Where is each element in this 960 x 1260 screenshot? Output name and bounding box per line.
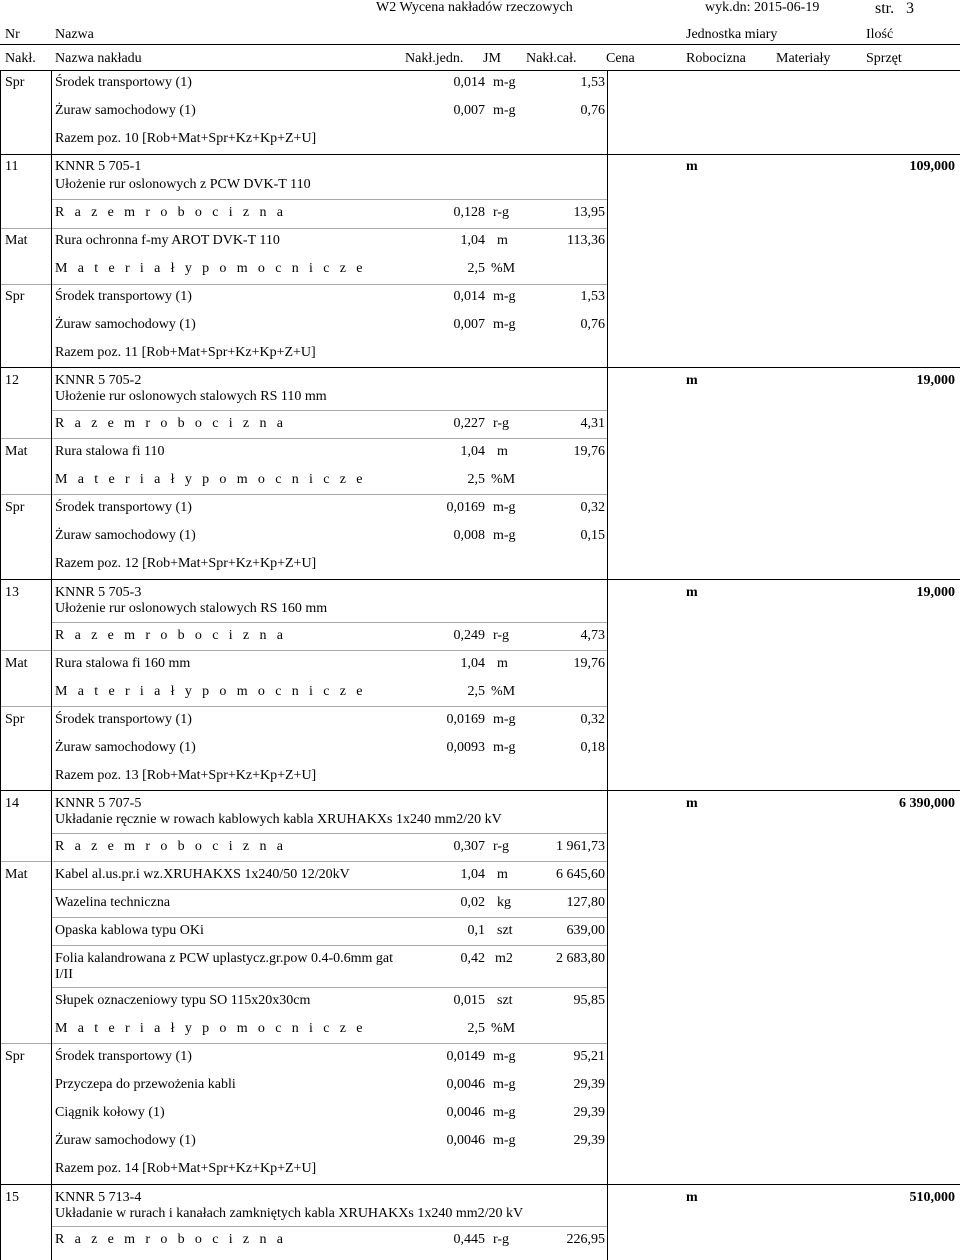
position-description: Ułożenie rur oslonowych z PCW DVK-T 110 (55, 177, 311, 192)
equipment-name: Żuraw samochodowy (1) (55, 1133, 196, 1148)
position-code: KNNR 5 705-3 (55, 585, 142, 600)
equipment-unit: m-g (493, 1133, 516, 1148)
labor-total: 226,95 (566, 1232, 605, 1247)
material-unit: m (497, 233, 508, 248)
aux-qty: 2,5 (467, 1021, 485, 1036)
material-qty: 0,015 (453, 993, 485, 1008)
equipment-name: Środek transportowy (1) (55, 289, 192, 304)
equipment-total: 29,39 (573, 1077, 605, 1092)
col-cena: Cena (606, 51, 635, 66)
page-label: str. (875, 0, 895, 17)
position-number: 12 (5, 373, 19, 388)
position-unit: m (686, 585, 698, 600)
position-quantity: 6 390,000 (899, 796, 955, 811)
row-type: Mat (5, 656, 28, 671)
row-divider (0, 1043, 607, 1044)
position-description: Układanie ręcznie w rowach kablowych kabla XRUHAKXs 1x240 mm2/20 kV (55, 812, 502, 827)
material-qty: 0,42 (460, 951, 485, 966)
material-total: 2 683,80 (556, 951, 605, 966)
aux-materials-label: M a t e r i a ł y p o m o c n i c z e (55, 472, 366, 487)
position-quantity: 19,000 (916, 585, 955, 600)
row-divider (52, 410, 607, 411)
equipment-qty: 0,007 (453, 317, 485, 332)
position-unit: m (686, 159, 698, 174)
equipment-name: Przyczepa do przewożenia kabli (55, 1077, 236, 1092)
row-divider (0, 706, 607, 707)
labor-total: 1 961,73 (556, 839, 605, 854)
page-number: 3 (906, 0, 914, 17)
material-name: Kabel al.us.pr.i wz.XRUHAKXS 1x240/50 12/20kV (55, 867, 350, 882)
labor-unit: r-g (493, 205, 510, 220)
material-unit: szt (497, 923, 513, 938)
position-separator (0, 1184, 960, 1185)
col-nakl: Nakł. (5, 51, 36, 66)
aux-unit: %M (491, 472, 516, 487)
position-summary: Razem poz. 13 [Rob+Mat+Spr+Kz+Kp+Z+U] (55, 768, 317, 783)
material-name: Wazelina techniczna (55, 895, 171, 910)
position-description: Układanie w rurach i kanałach zamkniętych kabla XRUHAKXs 1x240 mm2/20 kV (55, 1206, 524, 1221)
col-nazwa: Nazwa (55, 27, 94, 42)
aux-qty: 2,5 (467, 261, 485, 276)
row-divider (0, 494, 607, 495)
equipment-total: 0,15 (580, 528, 605, 543)
row-divider (52, 1226, 607, 1227)
equipment-qty: 0,0046 (446, 1105, 485, 1120)
equipment-total: 29,39 (573, 1133, 605, 1148)
creation-date: wyk.dn: 2015-06-19 (705, 0, 820, 15)
position-code: KNNR 5 707-5 (55, 796, 142, 811)
position-separator (0, 790, 960, 791)
equipment-unit: m-g (493, 712, 516, 727)
row-unit: m-g (493, 103, 516, 118)
equipment-name: Środek transportowy (1) (55, 500, 192, 515)
equipment-qty: 0,0149 (446, 1049, 485, 1064)
equipment-qty: 0,014 (453, 289, 485, 304)
material-total: 19,76 (573, 444, 605, 459)
labor-qty: 0,227 (453, 416, 485, 431)
labor-total: 13,95 (573, 205, 605, 220)
equipment-qty: 0,0046 (446, 1077, 485, 1092)
material-total: 19,76 (573, 656, 605, 671)
equipment-unit: m-g (493, 289, 516, 304)
type-column-rule (51, 70, 52, 1260)
equipment-unit: m-g (493, 317, 516, 332)
row-total: 1,53 (580, 75, 605, 90)
position-number: 11 (5, 159, 19, 174)
position-quantity: 19,000 (916, 373, 955, 388)
labor-qty: 0,249 (453, 628, 485, 643)
equipment-total: 0,32 (580, 712, 605, 727)
document-title: W2 Wycena nakładów rzeczowych (376, 0, 573, 15)
equipment-name: Ciągnik kołowy (1) (55, 1105, 165, 1120)
row-divider (52, 622, 607, 623)
position-separator (0, 367, 960, 368)
equipment-name: Żuraw samochodowy (1) (55, 740, 196, 755)
equipment-total: 29,39 (573, 1105, 605, 1120)
material-name: Rura stalowa fi 110 (55, 444, 165, 459)
row-type: Spr (5, 500, 25, 515)
position-description: Ułożenie rur oslonowych stalowych RS 160 mm (55, 601, 328, 616)
material-qty: 0,02 (460, 895, 485, 910)
material-name: Słupek oznaczeniowy typu SO 115x20x30cm (55, 993, 311, 1008)
col-sprzet: Sprzęt (866, 51, 902, 66)
labor-qty: 0,307 (453, 839, 485, 854)
row-type: Mat (5, 233, 28, 248)
row-divider (0, 650, 607, 651)
equipment-qty: 0,0046 (446, 1133, 485, 1148)
equipment-qty: 0,0169 (446, 712, 485, 727)
row-divider (52, 199, 607, 200)
labor-unit: r-g (493, 1232, 510, 1247)
aux-unit: %M (491, 261, 516, 276)
material-name: Rura ochronna f-my AROT DVK-T 110 (55, 233, 280, 248)
material-total: 127,80 (566, 895, 605, 910)
row-type: Spr (5, 289, 25, 304)
material-total: 639,00 (566, 923, 605, 938)
row-divider (52, 833, 607, 834)
material-qty: 1,04 (460, 867, 485, 882)
labor-total: 4,31 (580, 416, 605, 431)
aux-materials-label: M a t e r i a ł y p o m o c n i c z e (55, 261, 366, 276)
aux-qty: 2,5 (467, 684, 485, 699)
equipment-unit: m-g (493, 1077, 516, 1092)
row-name: Środek transportowy (1) (55, 75, 192, 90)
col-nazwa-nakladu: Nazwa nakładu (55, 51, 142, 66)
row-unit: m-g (493, 75, 516, 90)
equipment-name: Środek transportowy (1) (55, 1049, 192, 1064)
material-total: 95,85 (573, 993, 605, 1008)
aux-materials-label: M a t e r i a ł y p o m o c n i c z e (55, 684, 366, 699)
row-qty: 0,014 (453, 75, 485, 90)
labor-unit: r-g (493, 839, 510, 854)
position-summary: Razem poz. 14 [Rob+Mat+Spr+Kz+Kp+Z+U] (55, 1161, 317, 1176)
position-unit: m (686, 1190, 698, 1205)
material-qty: 0,1 (467, 923, 485, 938)
material-qty: 1,04 (460, 444, 485, 459)
labor-qty: 0,445 (453, 1232, 485, 1247)
row-divider (52, 945, 607, 946)
position-code: KNNR 5 705-2 (55, 373, 142, 388)
col-nakl-cal: Nakł.cał. (526, 51, 577, 66)
row-divider (0, 438, 607, 439)
material-total: 6 645,60 (556, 867, 605, 882)
material-unit: kg (497, 895, 511, 910)
row-divider (0, 228, 607, 229)
values-column-rule (607, 70, 608, 1260)
equipment-qty: 0,0093 (446, 740, 485, 755)
row-type: Spr (5, 712, 25, 727)
row-divider (0, 861, 607, 862)
position-summary: Razem poz. 11 [Rob+Mat+Spr+Kz+Kp+Z+U] (55, 345, 316, 360)
position-summary: Razem poz. 10 [Rob+Mat+Spr+Kz+Kp+Z+U] (55, 131, 317, 146)
labor-unit: r-g (493, 628, 510, 643)
equipment-unit: m-g (493, 500, 516, 515)
row-total: 0,76 (580, 103, 605, 118)
equipment-unit: m-g (493, 1105, 516, 1120)
labor-total: 4,73 (580, 628, 605, 643)
col-materialy: Materiały (776, 51, 831, 66)
position-code: KNNR 5 705-1 (55, 159, 142, 174)
material-name: Folia kalandrowana z PCW uplastycz.gr.pow 0.4-0.6mm gat I/II (55, 951, 394, 982)
aux-unit: %M (491, 1021, 516, 1036)
material-unit: m (497, 444, 508, 459)
equipment-unit: m-g (493, 1049, 516, 1064)
col-jednostka-miary: Jednostka miary (686, 27, 778, 42)
row-divider (52, 987, 607, 988)
equipment-total: 0,76 (580, 317, 605, 332)
material-name: Opaska kablowa typu OKi (55, 923, 204, 938)
position-number: 15 (5, 1190, 19, 1205)
material-total: 113,36 (567, 233, 605, 248)
labor-label: R a z e m r o b o c i z n a (55, 1232, 287, 1247)
position-code: KNNR 5 713-4 (55, 1190, 142, 1205)
row-type: Spr (5, 75, 25, 90)
row-type: Mat (5, 867, 28, 882)
equipment-total: 0,18 (580, 740, 605, 755)
row-name: Żuraw samochodowy (1) (55, 103, 196, 118)
material-name: Rura stalowa fi 160 mm (55, 656, 191, 671)
row-divider (52, 917, 607, 918)
position-number: 14 (5, 796, 19, 811)
equipment-name: Środek transportowy (1) (55, 712, 192, 727)
aux-unit: %M (491, 684, 516, 699)
col-nr: Nr (5, 27, 20, 42)
position-unit: m (686, 373, 698, 388)
position-description: Ułożenie rur oslonowych stalowych RS 110 mm (55, 389, 327, 404)
col-jm: JM (483, 51, 501, 66)
position-unit: m (686, 796, 698, 811)
labor-qty: 0,128 (453, 205, 485, 220)
header-divider (0, 44, 960, 45)
equipment-total: 0,32 (580, 500, 605, 515)
equipment-unit: m-g (493, 528, 516, 543)
equipment-name: Żuraw samochodowy (1) (55, 528, 196, 543)
labor-label: R a z e m r o b o c i z n a (55, 416, 287, 431)
row-type: Mat (5, 444, 28, 459)
col-robocizna: Robocizna (686, 51, 746, 66)
labor-label: R a z e m r o b o c i z n a (55, 628, 287, 643)
labor-label: R a z e m r o b o c i z n a (55, 839, 287, 854)
equipment-total: 95,21 (573, 1049, 605, 1064)
equipment-name: Żuraw samochodowy (1) (55, 317, 196, 332)
labor-unit: r-g (493, 416, 510, 431)
row-type: Spr (5, 1049, 25, 1064)
row-divider (0, 284, 607, 285)
position-quantity: 510,000 (909, 1190, 955, 1205)
equipment-unit: m-g (493, 740, 516, 755)
material-qty: 1,04 (460, 233, 485, 248)
equipment-total: 1,53 (580, 289, 605, 304)
material-unit: m (497, 867, 508, 882)
equipment-qty: 0,008 (453, 528, 485, 543)
aux-qty: 2,5 (467, 472, 485, 487)
row-qty: 0,007 (453, 103, 485, 118)
header-bottom-rule (0, 70, 960, 71)
position-separator (0, 579, 960, 580)
material-unit: m (497, 656, 508, 671)
aux-materials-label: M a t e r i a ł y p o m o c n i c z e (55, 1021, 366, 1036)
material-unit: szt (497, 993, 513, 1008)
position-summary: Razem poz. 12 [Rob+Mat+Spr+Kz+Kp+Z+U] (55, 556, 317, 571)
row-divider (52, 889, 607, 890)
position-separator (0, 154, 960, 155)
col-nakl-jedn: Nakł.jedn. (405, 51, 464, 66)
col-ilosc: Ilość (866, 27, 894, 42)
material-qty: 1,04 (460, 656, 485, 671)
left-border (0, 70, 1, 1260)
position-number: 13 (5, 585, 19, 600)
equipment-qty: 0,0169 (446, 500, 485, 515)
labor-label: R a z e m r o b o c i z n a (55, 205, 287, 220)
material-unit: m2 (495, 951, 513, 966)
position-quantity: 109,000 (909, 159, 955, 174)
